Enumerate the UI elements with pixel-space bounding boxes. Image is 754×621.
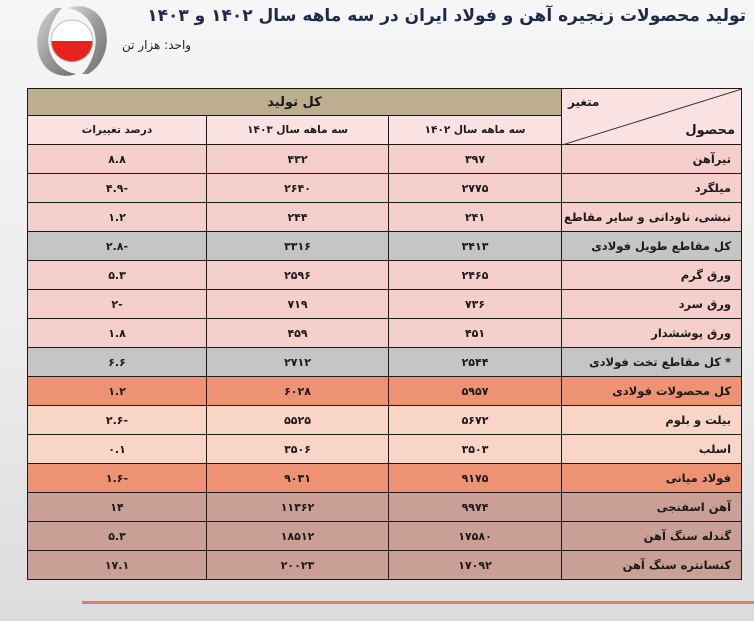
- row-name: کل مقاطع طویل فولادی: [562, 232, 742, 261]
- value-1402: ۳۵۰۳: [389, 435, 562, 464]
- value-1402: ۵۶۷۲: [389, 406, 562, 435]
- value-1403: ۹۰۳۱: [207, 464, 389, 493]
- table-row: [28, 145, 742, 174]
- value-1402: ۷۳۶: [389, 290, 562, 319]
- value-change: ۱.۸: [28, 319, 207, 348]
- value-change: ۱.۲: [28, 203, 207, 232]
- value-change: -۲: [28, 290, 207, 319]
- table-row: [28, 406, 742, 435]
- col-header-change: درصد تغییرات: [28, 116, 207, 145]
- row-name: اسلب: [562, 435, 742, 464]
- row-name: ورق سرد: [562, 290, 742, 319]
- logo-icon: [32, 4, 112, 78]
- value-change: -۲.۶: [28, 406, 207, 435]
- value-1402: ۲۵۴۴: [389, 348, 562, 377]
- table-row: [28, 551, 742, 580]
- value-1403: ۲۷۱۲: [207, 348, 389, 377]
- product-label: محصول: [685, 123, 736, 138]
- value-1403: ۳۵۰۶: [207, 435, 389, 464]
- value-1403: ۴۵۹: [207, 319, 389, 348]
- row-name: تیرآهن: [562, 145, 742, 174]
- value-1402: ۲۴۶۵: [389, 261, 562, 290]
- col-header-1403: سه ماهه سال ۱۴۰۳: [207, 116, 389, 145]
- value-1403: ۴۳۲: [207, 145, 389, 174]
- value-1403: ۱۱۳۶۲: [207, 493, 389, 522]
- table-row: [28, 319, 742, 348]
- row-name: کل محصولات فولادی: [562, 377, 742, 406]
- value-1403: ۲۴۴: [207, 203, 389, 232]
- table-row: [28, 348, 742, 377]
- value-change: ۶.۶: [28, 348, 207, 377]
- production-table: [27, 88, 742, 580]
- value-1403: ۶۰۲۸: [207, 377, 389, 406]
- value-1402: ۱۷۵۸۰: [389, 522, 562, 551]
- group-header: کل تولید: [28, 89, 562, 116]
- row-name: گندله سنگ آهن: [562, 522, 742, 551]
- value-1403: ۲۶۴۰: [207, 174, 389, 203]
- value-1403: ۷۱۹: [207, 290, 389, 319]
- row-name: بیلت و بلوم: [562, 406, 742, 435]
- value-change: ۰.۱: [28, 435, 207, 464]
- row-name: میلگرد: [562, 174, 742, 203]
- value-1402: ۴۵۱: [389, 319, 562, 348]
- table-row: [28, 203, 742, 232]
- table-row: [28, 174, 742, 203]
- row-name: فولاد میانی: [562, 464, 742, 493]
- value-change: ۱۷.۱: [28, 551, 207, 580]
- value-change: ۱۴: [28, 493, 207, 522]
- table-row: [28, 522, 742, 551]
- table-row: [28, 464, 742, 493]
- table-row: [28, 232, 742, 261]
- col-header-1402: سه ماهه سال ۱۴۰۲: [389, 116, 562, 145]
- value-1402: ۹۱۷۵: [389, 464, 562, 493]
- row-name: ورق پوششدار: [562, 319, 742, 348]
- value-1402: ۲۴۱: [389, 203, 562, 232]
- value-change: ۵.۳: [28, 522, 207, 551]
- value-1402: ۵۹۵۷: [389, 377, 562, 406]
- table-row: [28, 261, 742, 290]
- table-row: [28, 377, 742, 406]
- value-1402: ۳۴۱۳: [389, 232, 562, 261]
- value-change: ۵.۳: [28, 261, 207, 290]
- page-title: تولید محصولات زنجیره آهن و فولاد ایران در سه ماهه سال ۱۴۰۲ و ۱۴۰۳: [147, 6, 746, 26]
- value-1402: ۹۹۷۴: [389, 493, 562, 522]
- value-1402: ۱۷۰۹۲: [389, 551, 562, 580]
- value-1403: ۲۰۰۲۳: [207, 551, 389, 580]
- value-1402: ۲۷۷۵: [389, 174, 562, 203]
- table-row: [28, 493, 742, 522]
- value-1403: ۲۵۹۶: [207, 261, 389, 290]
- value-1403: ۵۵۲۵: [207, 406, 389, 435]
- row-name: آهن اسفنجی: [562, 493, 742, 522]
- value-1402: ۳۹۷: [389, 145, 562, 174]
- corner-header: [562, 89, 742, 145]
- divider-line: [82, 601, 754, 604]
- row-name: نبشی، ناودانی و سایر مقاطع: [562, 203, 742, 232]
- value-change: ۱.۲: [28, 377, 207, 406]
- unit-label: واحد: هزار تن: [122, 38, 192, 52]
- value-change: ۸.۸: [28, 145, 207, 174]
- table-row: [28, 290, 742, 319]
- value-change: -۲.۸: [28, 232, 207, 261]
- row-name: * کل مقاطع تخت فولادی: [562, 348, 742, 377]
- value-change: -۴.۹: [28, 174, 207, 203]
- value-1403: ۱۸۵۱۲: [207, 522, 389, 551]
- variable-label: متغیر: [568, 95, 600, 109]
- row-name: ورق گرم: [562, 261, 742, 290]
- value-change: -۱.۶: [28, 464, 207, 493]
- table-row: [28, 435, 742, 464]
- value-1403: ۳۳۱۶: [207, 232, 389, 261]
- row-name: کنسانتره سنگ آهن: [562, 551, 742, 580]
